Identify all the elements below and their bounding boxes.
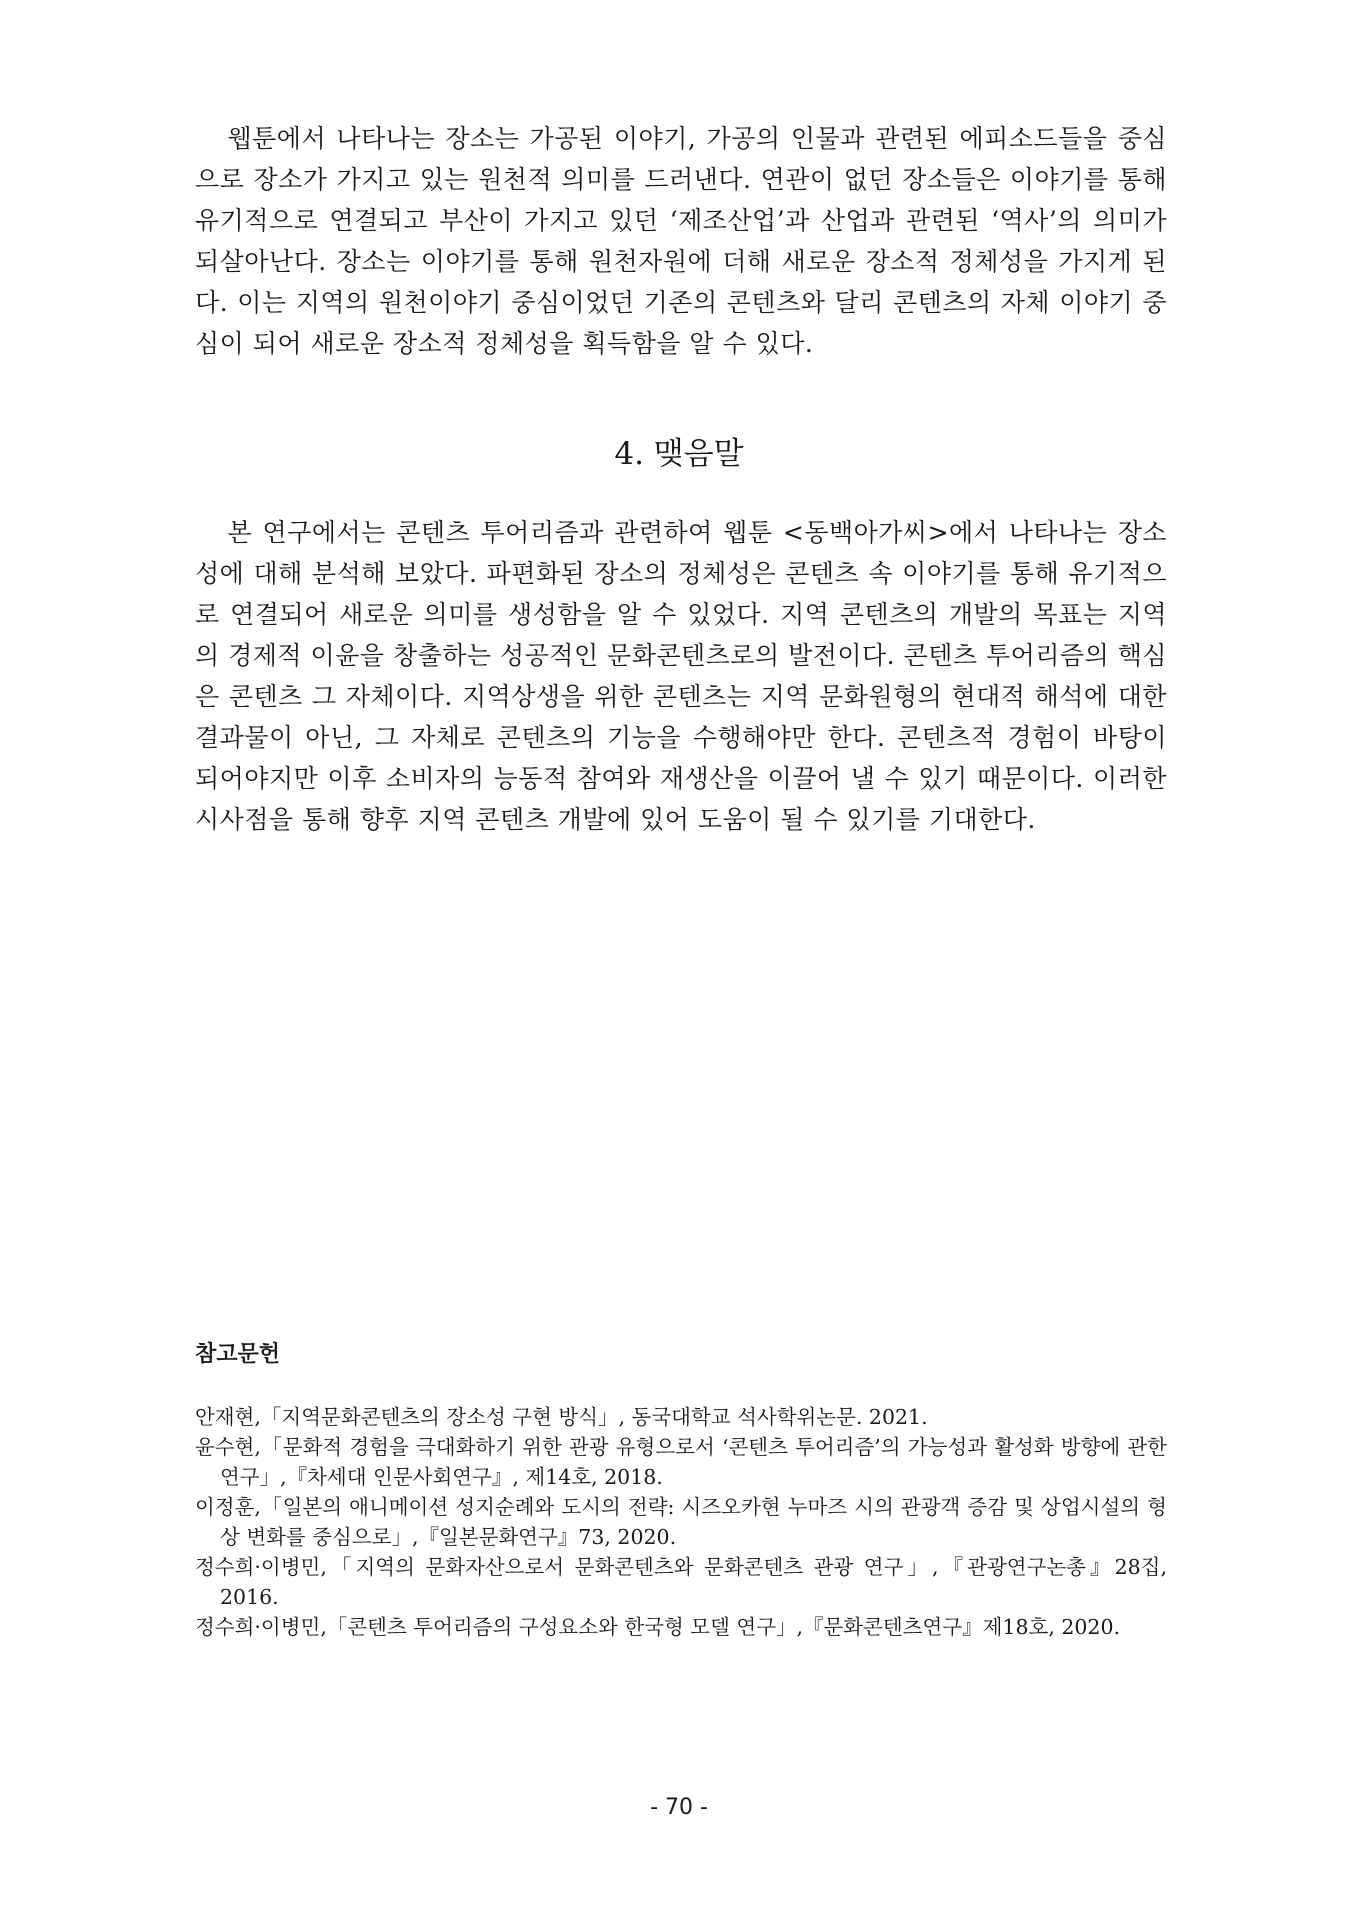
reference-item: 윤수현,「문화적 경험을 극대화하기 위한 관광 유형으로서 ‘콘텐츠 투어리즘’의 가능성과 활성화 방향에 관한 연구」,『차세대 인문사회연구』, 제14호, 2018. [195,1435,1167,1489]
body-paragraph-1: 웹툰에서 나타나는 장소는 가공된 이야기, 가공의 인물과 관련된 에피소드들을 중심으로 장소가 가지고 있는 원천적 의미를 드러낸다. 연관이 없던 장소들은 이야기를 통해 유기적으로 연결되고 부산이 가지고 있던 ‘제조산업’과 산업과 관련된 ‘역사’의 의미가 되살아난다. 장소는 이야기를 통해 원천자원에 더해 새로운 장소적 정체성을 가지게 된다. 이는 지역의 원천이야기 중심이었던 기존의 콘텐츠와 달리 콘텐츠의 자체 이야기 중심이 되어 새로운 장소적 정체성을 획득함을 알 수 있다. [195,124,1167,358]
reference-item: 안재현,「지역문화콘텐츠의 장소성 구현 방식」, 동국대학교 석사학위논문. 2021. [195,1405,928,1429]
body-paragraph-2: 본 연구에서는 콘텐츠 투어리즘과 관련하여 웹툰 <동백아가씨>에서 나타나는 장소성에 대해 분석해 보았다. 파편화된 장소의 정체성은 콘텐츠 속 이야기를 통해 유기적으로 연결되어 새로운 의미를 생성함을 알 수 있었다. 지역 콘텐츠의 개발의 목표는 지역의 경제적 이윤을 창출하는 성공적인 문화콘텐츠로의 발전이다. 콘텐츠 투어리즘의 핵심은 콘텐츠 그 자체이다. 지역상생을 위한 콘텐츠는 지역 문화원형의 현대적 해석에 대한 결과물이 아닌, 그 자체로 콘텐츠의 기능을 수행해야만 한다. 콘텐츠적 경험이 바탕이 되어야지만 이후 소비자의 능동적 참여와 재생산을 이끌어 낼 수 있기 때문이다. 이러한 시사점을 통해 향후 지역 콘텐츠 개발에 있어 도움이 될 수 있기를 기대한다. [195,518,1167,834]
reference-item: 정수희·이병민,「콘텐츠 투어리즘의 구성요소와 한국형 모델 연구」,『문화콘텐츠연구』제18호, 2020. [195,1615,1121,1639]
reference-item: 이정훈,「일본의 애니메이션 성지순례와 도시의 전략: 시즈오카현 누마즈 시의 관광객 증감 및 상업시설의 형상 변화를 중심으로」,『일본문화연구』73, 2020. [195,1495,1167,1549]
reference-item: 정수희·이병민,「지역의 문화자산으로서 문화콘텐츠와 문화콘텐츠 관광 연구」,『관광연구논총』28집, 2016. [195,1555,1167,1609]
page-number: - 70 - [650,1795,708,1820]
references-list [195,1402,1167,1642]
references-title: 참고문헌 [195,1342,281,1367]
section-heading: 4. 맺음말 [614,436,744,472]
